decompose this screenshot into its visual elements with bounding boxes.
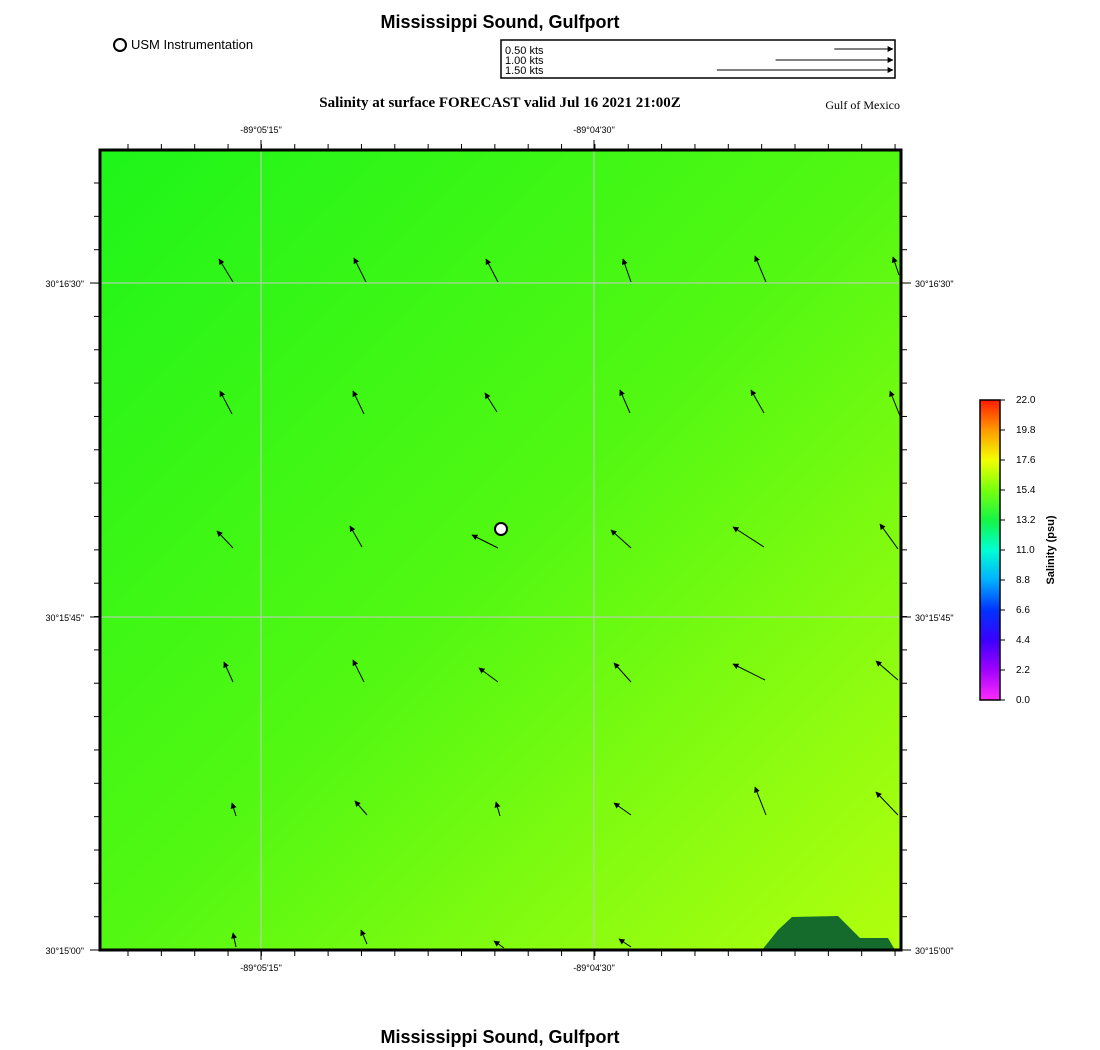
region-label: Gulf of Mexico [825,98,900,112]
speed-legend-box [501,40,895,78]
colorbar-tick-label: 4.4 [1016,635,1030,646]
right-lat-label-1: 30°15'45" [915,613,954,623]
bottom-lon-label-1: -89°04'30" [573,963,615,973]
left-lat-label-2: 30°15'00" [45,946,84,956]
colorbar-tick-label: 19.8 [1016,425,1036,436]
map-title: Mississippi Sound, Gulfport [380,12,620,32]
instrumentation-label: USM Instrumentation [131,37,254,52]
left-lat-label-1: 30°15'45" [45,613,84,623]
instrument-station-marker [495,523,507,535]
colorbar-tick-label: 6.6 [1016,605,1030,616]
footer-title: Mississippi Sound, Gulfport [380,1027,620,1047]
left-lat-label-0: 30°16'30" [45,279,84,289]
salinity-field [100,150,901,950]
speed-legend [501,40,895,78]
colorbar-tick-label: 0.0 [1016,695,1030,706]
colorbar-tick-label: 15.4 [1016,485,1036,496]
colorbar-tick-label: 17.6 [1016,455,1036,466]
forecast-subtitle: Salinity at surface FORECAST valid Jul 16 2021 21:00Z [319,95,681,111]
speed-legend-label-1: 1.00 kts [505,55,544,67]
speed-legend-label-0: 0.50 kts [505,45,544,57]
colorbar-tick-label: 22.0 [1016,395,1036,406]
top-lon-label-1: -89°04'30" [573,125,615,135]
top-lon-label-0: -89°05'15" [240,125,282,135]
colorbar-tick-label: 8.8 [1016,575,1030,586]
colorbar [980,395,1057,706]
right-lat-label-2: 30°15'00" [915,946,954,956]
colorbar-label: Salinity (psu) [1045,515,1057,585]
colorbar-tick-label: 13.2 [1016,515,1036,526]
colorbar-tick-label: 2.2 [1016,665,1030,676]
colorbar-tick-label: 11.0 [1016,545,1035,556]
bottom-lon-label-0: -89°05'15" [240,963,282,973]
speed-legend-label-2: 1.50 kts [505,65,544,77]
right-lat-label-0: 30°16'30" [915,279,954,289]
colorbar-scale [980,400,1000,700]
